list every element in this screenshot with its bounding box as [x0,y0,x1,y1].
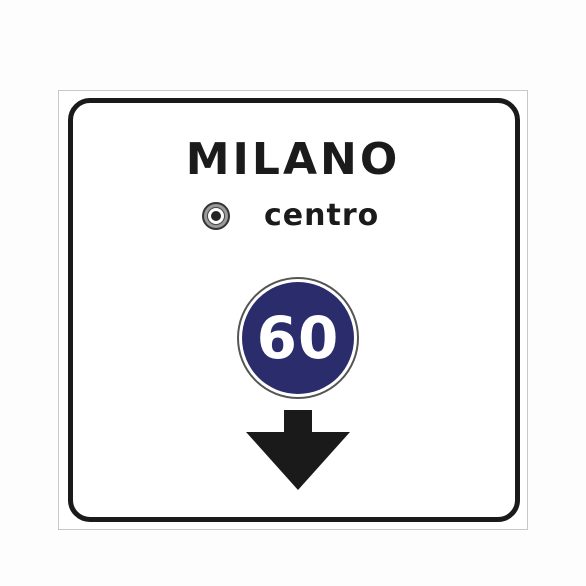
destination-title: MILANO [185,134,401,185]
centro-label: centro [264,198,380,233]
centro-row [200,196,400,236]
down-arrow-icon [244,410,352,492]
speed-limit-value: 60 [256,304,340,372]
city-centre-bullseye-icon [200,200,232,232]
